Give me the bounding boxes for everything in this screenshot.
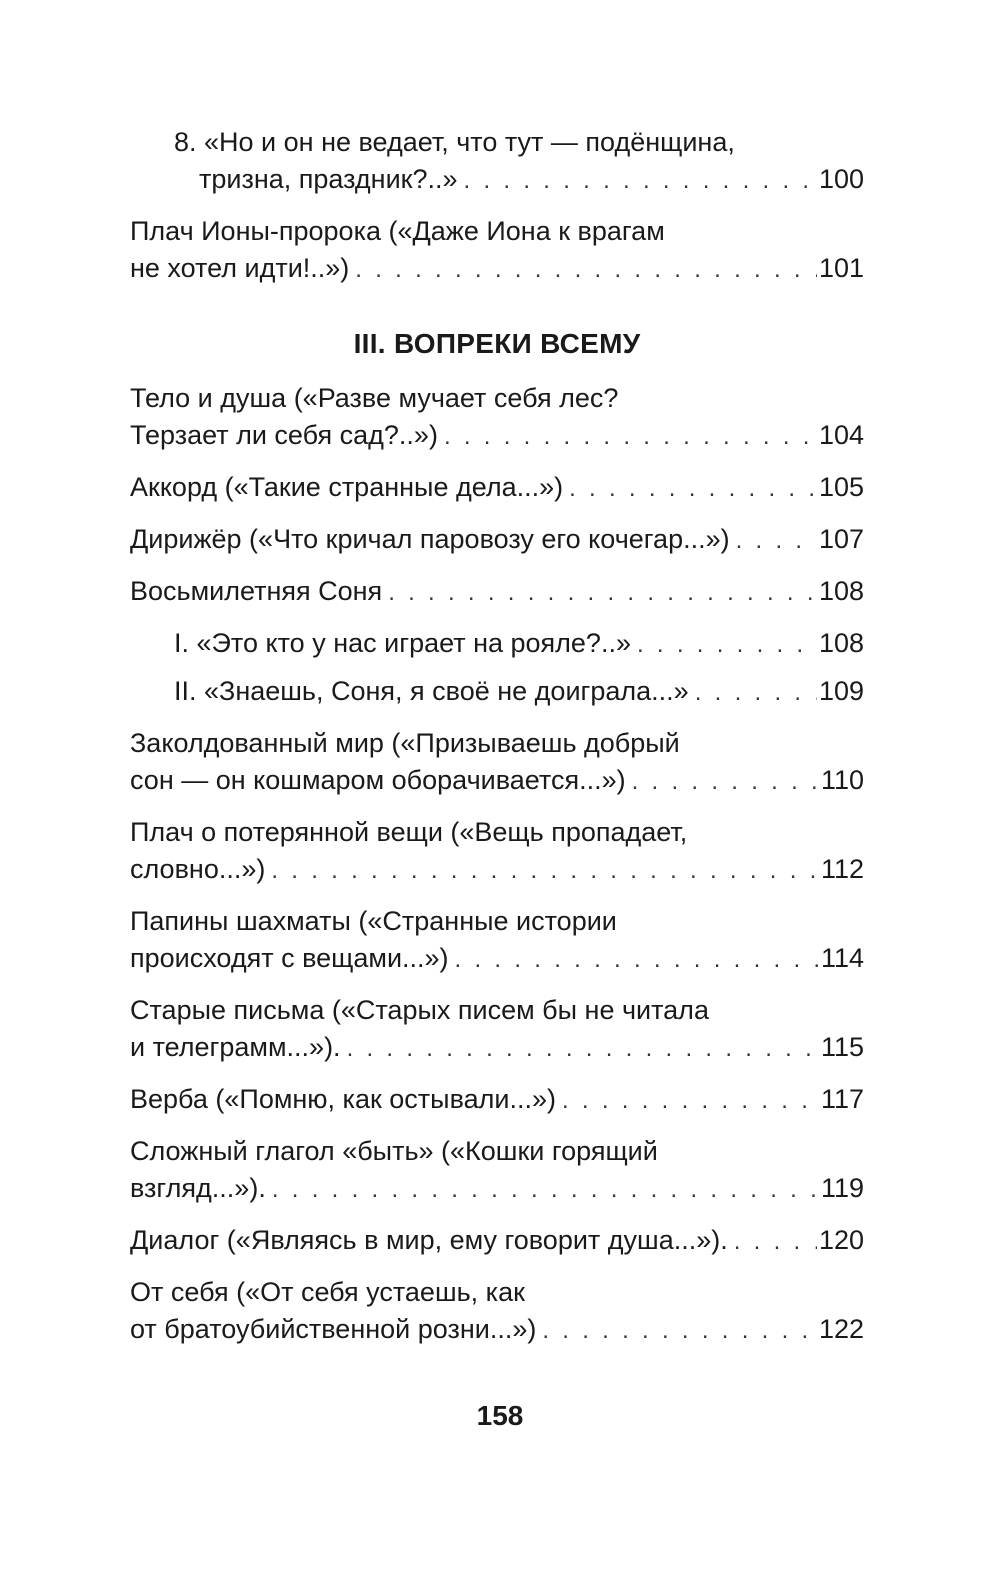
toc-entry bbox=[130, 380, 864, 455]
toc-entry-title: Плач Ионы-пророка («Даже Иона к врагам bbox=[130, 216, 665, 246]
toc-entry-title: Папины шахматы («Странные истории bbox=[130, 906, 617, 936]
dot-leader bbox=[631, 626, 817, 663]
toc-entry-title: Старые письма («Старых писем бы не читала bbox=[130, 995, 709, 1025]
dot-leader bbox=[382, 574, 817, 611]
toc-list-section-three bbox=[130, 380, 864, 1349]
toc-entry-title: II. «Знаешь, Соня, я своё не доиграла...» bbox=[174, 676, 689, 706]
toc-entry-title: не хотел идти!..») bbox=[130, 253, 350, 283]
page-number: 158 bbox=[476, 1400, 524, 1431]
dot-leader bbox=[449, 941, 819, 978]
toc-entry-title: сон — он кошмаром оборачивается...») bbox=[130, 765, 626, 795]
toc-list-previous-section bbox=[130, 124, 864, 288]
toc-page-number: 104 bbox=[818, 420, 864, 450]
toc-entry bbox=[130, 1081, 864, 1119]
toc-entry-title: Дирижёр («Что кричал паровозу его кочегар...») bbox=[130, 524, 730, 554]
toc-entry-line bbox=[130, 851, 864, 889]
dot-leader bbox=[626, 763, 819, 800]
toc-page-number: 115 bbox=[820, 1032, 864, 1062]
toc-page-number: 109 bbox=[818, 676, 864, 706]
toc-page-number: 119 bbox=[820, 1173, 864, 1203]
toc-entry-line bbox=[174, 625, 864, 663]
toc-entry-line bbox=[130, 762, 864, 800]
toc-entry-title: Плач о потерянной вещи («Вещь пропадает, bbox=[130, 817, 688, 847]
toc-entry-line bbox=[130, 1081, 864, 1119]
toc-entry-title: 8. «Но и он не ведает, что тут — подёнщина, bbox=[174, 127, 735, 157]
toc-entry-title: от братоубийственной розни...») bbox=[130, 1314, 537, 1344]
dot-leader bbox=[458, 162, 817, 199]
toc-page-number: 108 bbox=[818, 576, 864, 606]
toc-entry-title: Диалог («Являясь в мир, ему говорит душа...»). bbox=[130, 1225, 728, 1255]
toc-entry-line bbox=[130, 250, 864, 288]
toc-entry-line bbox=[130, 992, 864, 1029]
toc-entry-title: тризна, праздник?..» bbox=[199, 164, 458, 194]
toc-entry bbox=[130, 1133, 864, 1208]
toc-entry-line bbox=[130, 380, 864, 417]
toc-entry bbox=[130, 469, 864, 507]
toc-entry-title: и телеграмм...»). bbox=[130, 1032, 341, 1062]
toc-page-number: 108 bbox=[818, 628, 864, 658]
toc-entry-title: Терзает ли себя сад?..») bbox=[130, 420, 438, 450]
toc-page-number: 117 bbox=[820, 1084, 864, 1114]
section-title: III. ВОПРЕКИ ВСЕМУ bbox=[353, 328, 641, 359]
dot-leader bbox=[556, 1082, 819, 1119]
toc-entry-title: взгляд...»). bbox=[130, 1173, 266, 1203]
dot-leader bbox=[349, 251, 817, 288]
toc-entry-title: Верба («Помню, как остывали...») bbox=[130, 1084, 556, 1114]
toc-entry-title: происходят с вещами...») bbox=[130, 943, 449, 973]
toc-entry-line bbox=[130, 1170, 864, 1208]
toc-entry-line bbox=[130, 1029, 864, 1067]
toc-entry-line bbox=[130, 1133, 864, 1170]
toc-page-number: 114 bbox=[820, 943, 864, 973]
toc-entry-line bbox=[174, 673, 864, 711]
toc-entry-title: Восьмилетняя Соня bbox=[130, 576, 383, 606]
toc-entry bbox=[130, 903, 864, 978]
toc-entry-line bbox=[130, 1274, 864, 1311]
toc-entry-title: От себя («От себя устаешь, как bbox=[130, 1277, 525, 1307]
toc-page-number: 122 bbox=[818, 1314, 864, 1344]
toc-entry-line bbox=[130, 213, 864, 250]
toc-entry bbox=[130, 814, 864, 889]
toc-entry-title: словно...») bbox=[130, 854, 266, 884]
toc-entry-title: Тело и душа («Разве мучает себя лес? bbox=[130, 383, 619, 413]
toc-entry-title: I. «Это кто у нас играет на рояле?..» bbox=[174, 628, 631, 658]
toc-entry bbox=[130, 521, 864, 559]
dot-leader bbox=[689, 674, 817, 711]
dot-leader bbox=[728, 1223, 817, 1260]
toc-entry-line bbox=[130, 521, 864, 559]
dot-leader bbox=[266, 1171, 819, 1208]
toc-entry bbox=[130, 725, 864, 800]
toc-entry bbox=[130, 992, 864, 1067]
dot-leader bbox=[563, 470, 817, 507]
toc-entry-line bbox=[130, 1311, 864, 1349]
toc-subentry bbox=[130, 625, 864, 663]
toc-subentry bbox=[130, 124, 864, 199]
toc-entry-line bbox=[130, 903, 864, 940]
toc-page bbox=[130, 124, 864, 1363]
toc-entry-line bbox=[130, 814, 864, 851]
toc-entry-line bbox=[174, 161, 864, 199]
toc-page-number: 110 bbox=[820, 765, 864, 795]
toc-entry-line bbox=[130, 1222, 864, 1260]
toc-page-number: 120 bbox=[818, 1225, 864, 1255]
toc-page-number: 100 bbox=[818, 164, 864, 194]
toc-page-number: 107 bbox=[818, 524, 864, 554]
toc-page-number: 101 bbox=[818, 253, 864, 283]
toc-entry-title: Заколдованный мир («Призываешь добрый bbox=[130, 728, 680, 758]
toc-entry-title: Аккорд («Такие странные дела...») bbox=[130, 472, 564, 502]
toc-entry bbox=[130, 1274, 864, 1349]
toc-entry bbox=[130, 1222, 864, 1260]
toc-entry bbox=[130, 573, 864, 611]
toc-entry-title: Сложный глагол «быть» («Кошки горящий bbox=[130, 1136, 658, 1166]
toc-page-number: 105 bbox=[818, 472, 864, 502]
dot-leader bbox=[265, 852, 819, 889]
toc-entry-line bbox=[130, 725, 864, 762]
dot-leader bbox=[730, 522, 817, 559]
dot-leader bbox=[341, 1030, 819, 1067]
toc-subentry bbox=[130, 673, 864, 711]
toc-entry-line bbox=[130, 469, 864, 507]
toc-entry-line bbox=[174, 124, 864, 161]
toc-entry-line bbox=[130, 417, 864, 455]
toc-page-number: 112 bbox=[820, 854, 864, 884]
toc-entry-line bbox=[130, 573, 864, 611]
toc-entry bbox=[130, 213, 864, 288]
toc-entry-line bbox=[130, 940, 864, 978]
dot-leader bbox=[438, 418, 817, 455]
dot-leader bbox=[536, 1312, 817, 1349]
